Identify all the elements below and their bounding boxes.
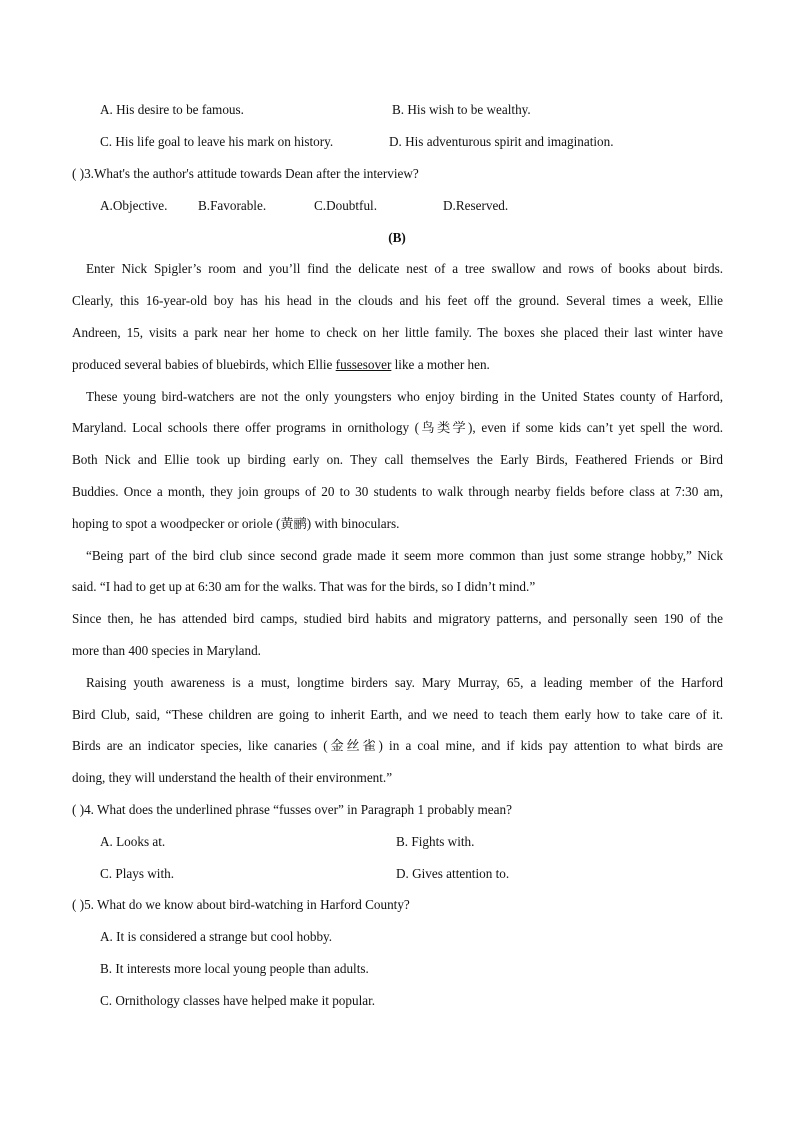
passage-p2-line1: These young bird-watchers are not the only youngsters who enjoy birding in the United States county of Harford, — [86, 389, 723, 404]
q5-option-b: B. It interests more local young people than adults. — [100, 961, 369, 976]
q2-option-c: C. His life goal to leave his mark on history. — [100, 134, 334, 149]
q5-option-a: A. It is considered a strange but cool hobby. — [100, 929, 333, 944]
passage-p4-line2: more than 400 species in Maryland. — [72, 643, 261, 658]
q2-option-b: B. His wish to be wealthy. — [392, 102, 531, 117]
passage-p1-line4 — [72, 357, 490, 373]
q5-option-c: C. Ornithology classes have helped make it popular. — [100, 993, 376, 1008]
passage-p5-line3: Birds are an indicator species, like canaries (金丝雀) in a coal mine, and if kids pay attention to what birds are — [72, 738, 723, 753]
q4-stem: ( )4. What does the underlined phrase “fusses over” in Paragraph 1 probably mean? — [72, 802, 512, 817]
q3-stem: ( )3.What's the author's attitude towards Dean after the interview? — [72, 166, 419, 181]
passage-p5-line4: doing, they will understand the health of their environment.” — [72, 770, 393, 785]
q3-option-a: A.Objective. — [100, 198, 168, 213]
passage-p1-line3: Andreen, 15, visits a park near her home to check on her little family. The boxes she placed their last winter have — [72, 325, 723, 340]
passage-text: produced several babies of bluebirds, which Ellie — [72, 357, 336, 372]
q3-option-b: B.Favorable. — [198, 198, 267, 213]
passage-p3-line2: said. “I had to get up at 6:30 am for the walks. That was for the birds, so I didn’t mind.” — [72, 579, 536, 594]
passage-p1-line2: Clearly, this 16-year-old boy has his head in the clouds and his feet off the ground. Several times a week, Ellie — [72, 293, 723, 308]
passage-p2-line4: Buddies. Once a month, they join groups of 20 to 30 students to walk through nearby fields before class at 7:30 am, — [72, 484, 723, 499]
q4-option-b: B. Fights with. — [396, 834, 475, 849]
passage-p1-line1: Enter Nick Spigler’s room and you’ll find the delicate nest of a tree swallow and rows of books about birds. — [86, 261, 723, 276]
passage-p5-line2: Bird Club, said, “These children are going to inherit Earth, and we need to teach them early how to take care of it. — [72, 707, 723, 722]
section-b-title: (B) — [388, 230, 406, 245]
q4-option-d: D. Gives attention to. — [396, 866, 510, 881]
passage-p2-line5: hoping to spot a woodpecker or oriole (黄鹂) with binoculars. — [72, 516, 400, 531]
q4-option-c: C. Plays with. — [100, 866, 175, 881]
passage-p3-line1: “Being part of the bird club since second grade made it seem more common than just some strange hobby,” Nick — [86, 548, 723, 563]
q2-option-a: A. His desire to be famous. — [100, 102, 244, 117]
passage-p2-line3: Both Nick and Ellie took up birding early on. They call themselves the Early Birds, Feathered Friends or Bird — [72, 452, 723, 467]
q4-option-a: A. Looks at. — [100, 834, 166, 849]
passage-p5-line1: Raising youth awareness is a must, longtime birders say. Mary Murray, 65, a leading member of the Harford — [86, 675, 723, 690]
underlined-phrase: fussesover — [335, 357, 392, 372]
passage-text: like a mother hen. — [391, 357, 490, 372]
q5-stem: ( )5. What do we know about bird-watching in Harford County? — [72, 897, 410, 912]
q3-option-c: C.Doubtful. — [314, 198, 378, 213]
q2-option-d: D. His adventurous spirit and imagination. — [389, 134, 614, 149]
q3-option-d: D.Reserved. — [443, 198, 509, 213]
passage-p2-line2: Maryland. Local schools there offer programs in ornithology (鸟类学), even if some kids can’t yet spell the word. — [72, 420, 723, 435]
passage-p4-line1: Since then, he has attended bird camps, studied bird habits and migratory patterns, and personally seen 190 of the — [72, 611, 723, 626]
